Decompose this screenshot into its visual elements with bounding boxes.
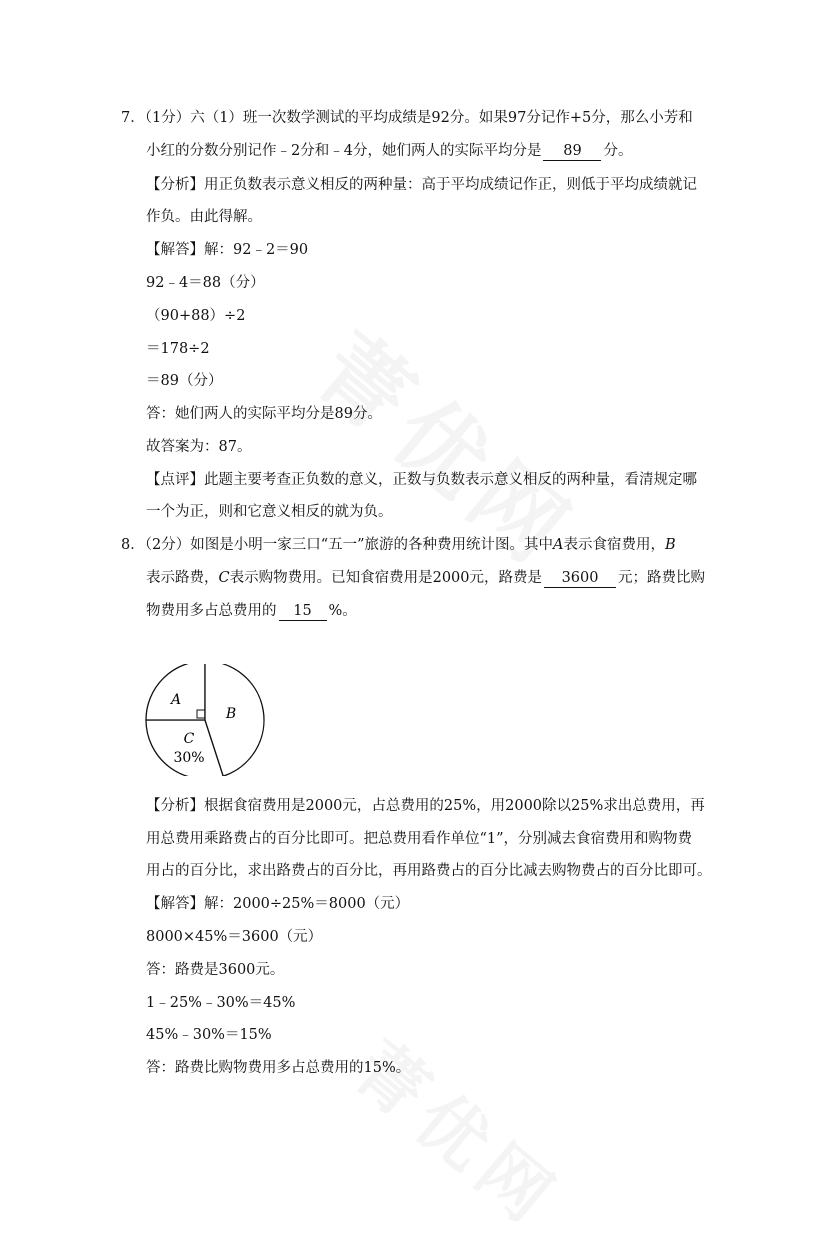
q7-solution-line: 【解答】解：92﹣2＝90 xyxy=(146,242,309,258)
q8-analysis-line3: 用占的百分比，求出路费占的百分比，再用路费占的百分比减去购物费占的百分比即可。 xyxy=(146,863,712,879)
q8-solution-line: 答：路费比购物费用多占总费用的15%。 xyxy=(146,1060,411,1076)
slice-value-label-c: 30% xyxy=(173,750,205,766)
q7-analysis-line2: 作负。由此得解。 xyxy=(146,209,262,225)
q8-stem-line2: 表示路费，C表示购物费用。已知食宿费用是2000元，路费是 3600 元；路费比购 xyxy=(146,570,706,586)
q7-analysis-line1: 【分析】用正负数表示意义相反的两种量：高于平均成绩记作正，则低于平均成绩就记 xyxy=(146,177,697,193)
q7-solution-line: （90+88）÷2 xyxy=(146,308,246,324)
q8-solution-line: 45%﹣30%＝15% xyxy=(146,1027,272,1043)
q8-analysis-line1: 【分析】根据食宿费用是2000元，占总费用的25%，用2000除以25%求出总费用，再 xyxy=(146,798,705,814)
q7-solution-line: 答：她们两人的实际平均分是89分。 xyxy=(146,406,382,422)
q7-solution-line: 故答案为：87。 xyxy=(146,439,252,455)
q8-solution-line: 答：路费是3600元。 xyxy=(146,962,285,978)
q7-stem-line2: 小红的分数分别记作﹣2分和﹣4分，她们两人的实际平均分是 89 分。 xyxy=(146,143,633,159)
q8-stem-line3: 物费用多占总费用的 15 %。 xyxy=(146,603,357,619)
var-a: A xyxy=(553,537,564,553)
q8-stem-line1: 8．（2分）如图是小明一家三口“五一”旅游的各种费用统计图。其中A表示食宿费用，B xyxy=(121,537,676,553)
q7-answer-blank: 89 xyxy=(543,142,601,161)
q8-answer-blank-2: 15 xyxy=(279,602,327,621)
q7-stem-line1: 7．（1分）六（1）班一次数学测试的平均成绩是92分。如果97分记作+5分，那么小芳和 xyxy=(121,110,693,126)
slice-label-a: A xyxy=(170,692,182,708)
q7-comment-line1: 【点评】此题主要考查正负数的意义，正数与负数表示意义相反的两种量，看清规定哪 xyxy=(146,472,697,488)
q7-solution-line: ＝89（分） xyxy=(146,373,223,389)
q8-solution-line: 【解答】解：2000÷25%＝8000（元） xyxy=(146,896,410,912)
pie-chart xyxy=(143,664,269,776)
q8-solution-line: 1﹣25%﹣30%＝45% xyxy=(146,995,296,1011)
var-b: B xyxy=(665,537,676,553)
q7-comment-line2: 一个为正，则和它意义相反的就为负。 xyxy=(146,504,393,520)
q7-solution-line: ＝178÷2 xyxy=(146,341,210,357)
q7-solution-line: 92﹣4＝88（分） xyxy=(146,275,265,291)
q8-answer-blank-1: 3600 xyxy=(544,569,616,588)
slice-label-b: B xyxy=(225,706,237,722)
q8-solution-line: 8000×45%＝3600（元） xyxy=(146,929,323,945)
pie-slices xyxy=(146,664,264,776)
var-c: C xyxy=(218,570,230,586)
q8-analysis-line2: 用总费用乘路费占的百分比即可。把总费用看作单位“1”，分别减去食宿费用和购物费 xyxy=(146,831,693,847)
watermark xyxy=(336,1015,585,1246)
slice-label-c: C xyxy=(183,731,195,747)
